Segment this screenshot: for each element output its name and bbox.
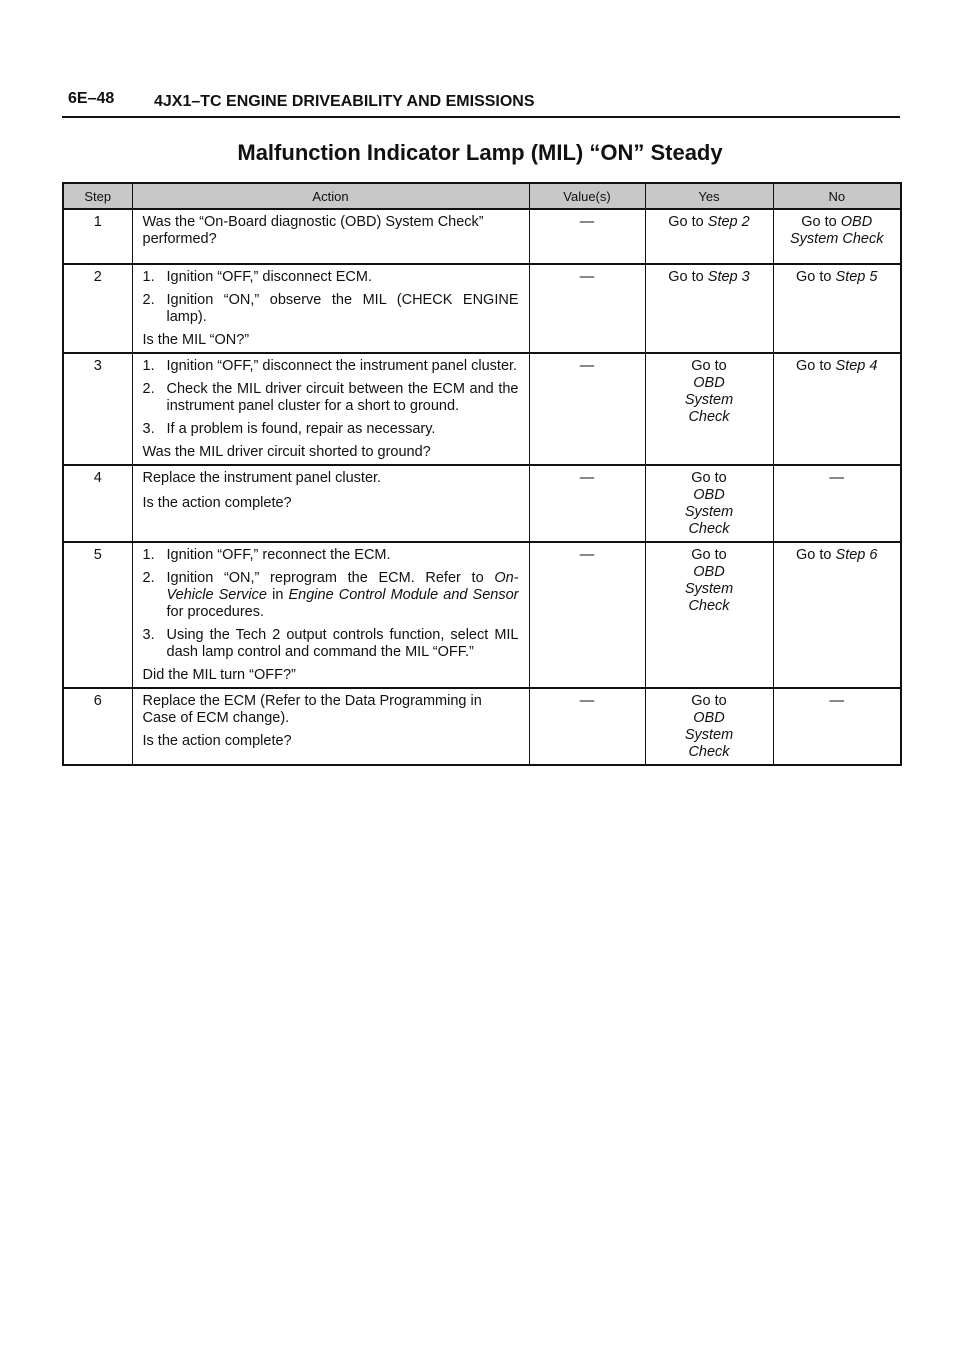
action-line: Replace the instrument panel cluster.: [142, 470, 382, 486]
action-step: 2. Ignition “ON,” observe the MIL (CHECK ENGINE lamp).: [142, 292, 519, 325]
action-question: Is the action complete?: [142, 495, 292, 511]
no-prefix: Go to: [796, 269, 832, 285]
column-header-step: Step: [63, 183, 132, 209]
column-header-values: Value(s): [529, 183, 645, 209]
action-step: 1. Ignition “OFF,” disconnect the instrument panel cluster.: [142, 358, 518, 374]
yes-target-link[interactable]: OBD System Check: [684, 487, 734, 537]
no-prefix: Go to: [796, 358, 832, 374]
reference-link[interactable]: Engine Control Module and Sensor: [288, 587, 519, 603]
action-step: 2. Ignition “ON,” reprogram the ECM. Refer to On-Vehicle Service in Engine Control Module and Sensor for procedures.: [142, 570, 519, 620]
no-cell: [773, 542, 901, 688]
yes-target-link[interactable]: OBD System Check: [684, 564, 734, 614]
yes-target-link[interactable]: Step 3: [707, 269, 750, 285]
action-cell: [132, 465, 529, 542]
yes-cell: [645, 264, 773, 353]
yes-target-link[interactable]: Step 2: [707, 214, 750, 230]
action-question: Is the action complete?: [142, 733, 292, 749]
table-row: [63, 209, 901, 264]
table-row: [63, 353, 901, 465]
action-step: 3. If a problem is found, repair as necessary.: [142, 421, 436, 437]
no-prefix: Go to: [796, 547, 832, 563]
action-cell: [132, 542, 529, 688]
yes-prefix: Go to: [691, 693, 727, 709]
value-cell: —: [529, 209, 645, 264]
section-title: 4JX1–TC ENGINE DRIVEABILITY AND EMISSIONS: [154, 93, 535, 110]
no-cell: [773, 209, 901, 264]
action-steps: [143, 358, 519, 438]
action-step: 1. Ignition “OFF,” reconnect the ECM.: [142, 547, 391, 563]
value-cell: —: [529, 688, 645, 765]
table-row: [63, 465, 901, 542]
no-cell: —: [773, 688, 901, 765]
yes-prefix: Go to: [668, 214, 704, 230]
action-question: Is the MIL “ON?”: [142, 332, 250, 348]
yes-cell: [645, 209, 773, 264]
no-cell: [773, 353, 901, 465]
column-header-yes: Yes: [645, 183, 773, 209]
step-number: 3: [63, 353, 132, 465]
diagnostic-table: [62, 182, 902, 766]
value-cell: —: [529, 353, 645, 465]
action-step: 1. Ignition “OFF,” disconnect ECM.: [142, 269, 372, 285]
no-target-link[interactable]: Step 5: [835, 269, 878, 285]
action-step: 3. Using the Tech 2 output controls function, select MIL dash lamp control and command the MIL “OFF.”: [142, 627, 519, 660]
step-number: 1: [63, 209, 132, 264]
no-cell: [773, 264, 901, 353]
table-row: [63, 264, 901, 353]
value-cell: —: [529, 264, 645, 353]
column-header-no: No: [773, 183, 901, 209]
page-title: Malfunction Indicator Lamp (MIL) “ON” Steady: [237, 140, 723, 165]
page-header: [62, 88, 900, 118]
no-prefix: Go to: [801, 214, 837, 230]
yes-prefix: Go to: [691, 470, 727, 486]
step-number: 6: [63, 688, 132, 765]
action-steps: [143, 547, 519, 661]
table-row: [63, 688, 901, 765]
action-step: 2. Check the MIL driver circuit between the ECM and the instrument panel cluster for a short to ground.: [142, 381, 519, 414]
yes-cell: [645, 688, 773, 765]
action-question: Was the MIL driver circuit shorted to ground?: [142, 444, 431, 460]
no-target-link[interactable]: Step 4: [835, 358, 878, 374]
action-line: Replace the ECM (Refer to the Data Programming in Case of ECM change).: [142, 693, 482, 726]
no-target-link[interactable]: Step 6: [835, 547, 878, 563]
action-question: Was the “On-Board diagnostic (OBD) System Check” performed?: [142, 214, 484, 247]
value-cell: —: [529, 542, 645, 688]
action-question: Did the MIL turn “OFF?”: [142, 667, 296, 683]
yes-prefix: Go to: [691, 358, 727, 374]
page-number: 6E–48: [68, 90, 115, 107]
yes-prefix: Go to: [691, 547, 727, 563]
action-cell: [132, 688, 529, 765]
table-header-row: [63, 183, 901, 209]
value-cell: —: [529, 465, 645, 542]
yes-cell: [645, 542, 773, 688]
action-cell: [132, 353, 529, 465]
yes-cell: [645, 353, 773, 465]
action-cell: [132, 209, 529, 264]
column-header-action: Action: [132, 183, 529, 209]
reference-link[interactable]: On-Vehicle Service: [166, 570, 519, 603]
action-cell: [132, 264, 529, 353]
step-number: 5: [63, 542, 132, 688]
header-divider: [62, 116, 900, 118]
no-cell: —: [773, 465, 901, 542]
no-target-link[interactable]: OBD System Check: [790, 214, 884, 247]
yes-target-link[interactable]: OBD System Check: [684, 375, 734, 425]
step-number: 2: [63, 264, 132, 353]
yes-cell: [645, 465, 773, 542]
yes-target-link[interactable]: OBD System Check: [684, 710, 734, 760]
table-row: [63, 542, 901, 688]
yes-prefix: Go to: [668, 269, 704, 285]
step-number: 4: [63, 465, 132, 542]
action-steps: [143, 269, 519, 326]
